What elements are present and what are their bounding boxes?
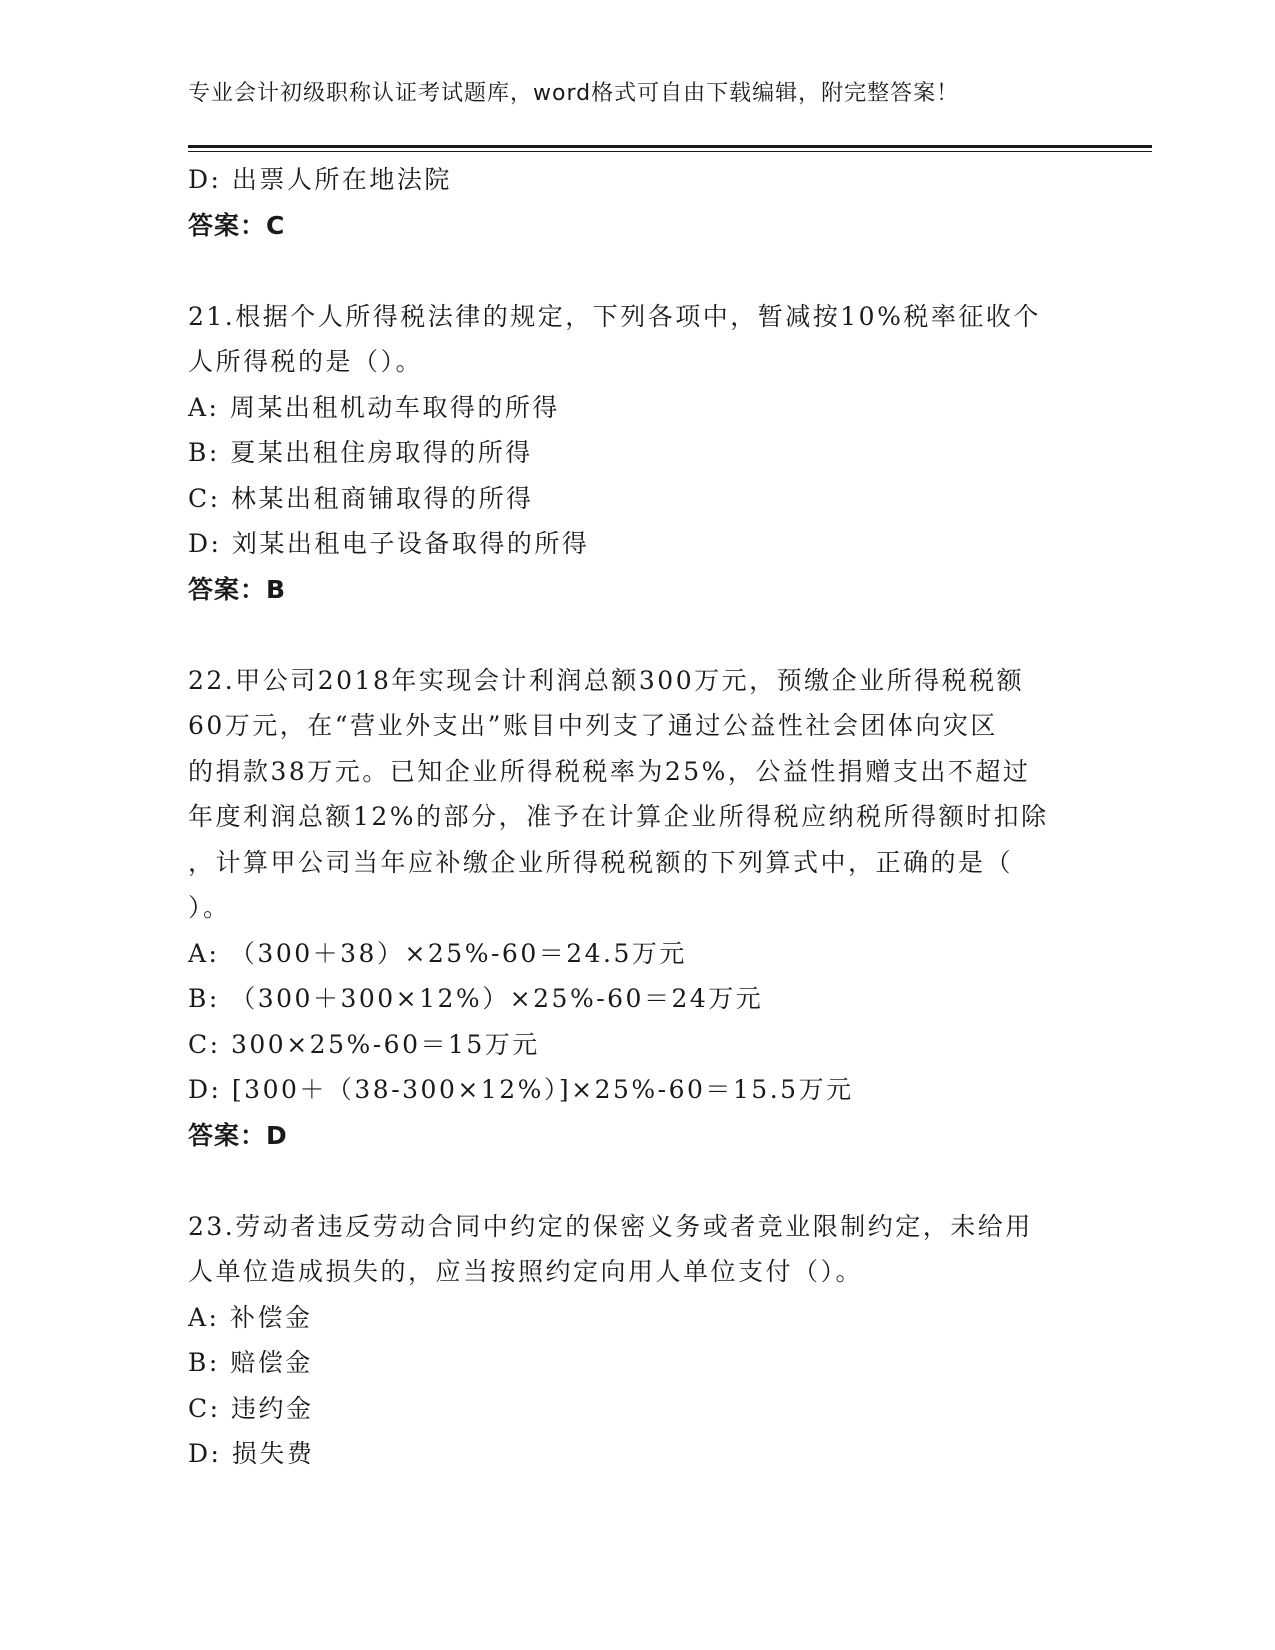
question-stem-line: 23.劳动者违反劳动合同中约定的保密义务或者竞业限制约定，未给用 xyxy=(188,1211,1033,1241)
option-a: A: （300＋38）×25%-60＝24.5万元 xyxy=(188,938,687,968)
question-stem-line: ）。 xyxy=(188,893,231,922)
prev-question xyxy=(188,157,1088,248)
spacer xyxy=(188,1158,1088,1204)
question-content xyxy=(188,157,1088,1477)
option-b: B: 夏某出租住房取得的所得 xyxy=(188,438,533,467)
answer: 答案：B xyxy=(188,574,287,604)
question-stem-line: ，计算甲公司当年应补缴企业所得税税额的下列算式中，正确的是（ xyxy=(188,847,1014,877)
spacer xyxy=(188,612,1088,658)
question-stem-line: 年度利润总额12%的部分，准予在计算企业所得税应纳税所得额时扣除 xyxy=(188,802,1049,831)
question-23 xyxy=(188,1204,1088,1477)
option-d: D: 刘某出租电子设备取得的所得 xyxy=(188,529,590,558)
option-c: C: 违约金 xyxy=(188,1393,314,1423)
question-stem-line: 人单位造成损失的，应当按照约定向用人单位支付（）。 xyxy=(188,1257,864,1286)
answer: 答案：D xyxy=(188,1120,288,1150)
spacer xyxy=(188,248,1088,294)
question-stem-line: 21.根据个人所得税法律的规定，下列各项中，暂减按10%税率征收个 xyxy=(188,301,1041,331)
header-rule-thick xyxy=(188,145,1152,148)
option-d: D: 出票人所在地法院 xyxy=(188,165,452,194)
option-c: C: 林某出租商铺取得的所得 xyxy=(188,483,534,513)
header-rule-thin xyxy=(188,151,1152,152)
option-d: D: [300＋（38-300×12%）]×25%-60＝15.5万元 xyxy=(188,1075,854,1104)
option-b: B: 赔偿金 xyxy=(188,1348,313,1377)
page-header: 专业会计初级职称认证考试题库，word格式可自由下载编辑，附完整答案！ xyxy=(188,81,960,106)
option-a: A: 补偿金 xyxy=(188,1302,313,1332)
option-c: C: 300×25%-60＝15万元 xyxy=(188,1029,540,1059)
answer: 答案：C xyxy=(188,210,286,240)
question-stem-line: 60万元，在“营业外支出”账目中列支了通过公益性社会团体向灾区 xyxy=(188,711,998,740)
question-stem-line: 22.甲公司2018年实现会计利润总额300万元，预缴企业所得税税额 xyxy=(188,665,1025,695)
question-stem-line: 人所得税的是（）。 xyxy=(188,347,424,376)
question-21 xyxy=(188,294,1088,613)
option-a: A: 周某出租机动车取得的所得 xyxy=(188,392,560,422)
option-d: D: 损失费 xyxy=(188,1439,315,1468)
option-b: B: （300＋300×12%）×25%-60＝24万元 xyxy=(188,984,764,1013)
question-22 xyxy=(188,658,1088,1159)
question-stem-line: 的捐款38万元。已知企业所得税税率为25%，公益性捐赠支出不超过 xyxy=(188,756,1031,786)
